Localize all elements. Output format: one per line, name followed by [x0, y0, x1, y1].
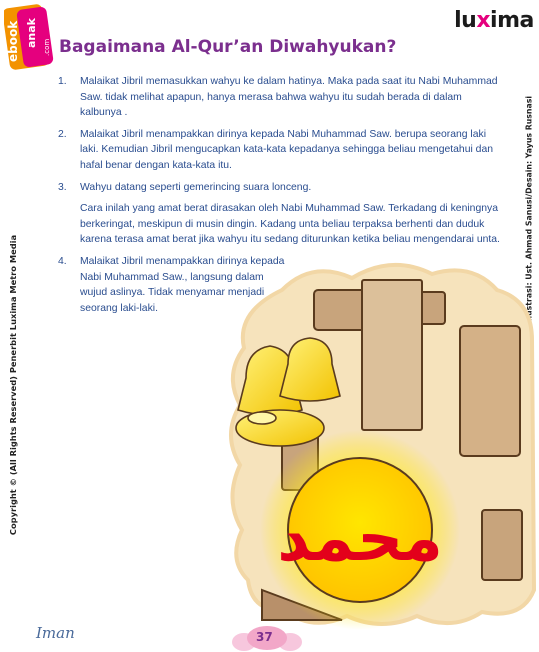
page-number: 37 — [256, 630, 273, 644]
page-title: Bagaimana Al-Qur’an Diwahyukan? — [59, 37, 397, 57]
content-list — [58, 74, 503, 322]
item-number: 4. — [58, 255, 67, 267]
item-paragraph: Cara inilah yang amat berat dirasakan oleh Nabi Muhammad Saw. Terkadang di keningnya berkeringat, meskipun di musin dingin. Kadang unta beliau terpaksa berhenti dan duduk karena terasa amat berat jika wahyu itu sedang diturunkan ketika beliau mengendarai unta. — [80, 203, 500, 246]
list-item — [58, 180, 503, 196]
item-number: 2. — [58, 128, 67, 140]
item-text: Malaikat Jibril menampakkan dirinya kepada Nabi Muhammad Saw. berupa seorang laki laki. Kemudian Jibril mengucapkan kata-kata kepadanya sehingga beliau mengetahui dan hafal benar dengan kata-kata itu. — [80, 128, 494, 171]
ebookanak-logo — [4, 4, 58, 72]
svg-text:ebook: ebook — [6, 20, 20, 62]
luxima-logo: lu x ima — [454, 7, 534, 33]
svg-text:anak: anak — [25, 18, 38, 48]
list-item — [58, 74, 503, 121]
copyright-text: Copyright © (All Rights Reserved) Penerbit Luxima Metro Media — [8, 234, 18, 536]
copyright-sidebar — [6, 210, 20, 560]
item-number: 1. — [58, 76, 67, 87]
calligraphy-text: محمد — [277, 502, 443, 576]
list-item — [58, 127, 503, 174]
item-number: 3. — [58, 181, 67, 193]
footer-brand: Iman — [36, 624, 75, 642]
item-text: Wahyu datang seperti gemerincing suara lonceng. — [80, 181, 312, 193]
svg-text:.com: .com — [43, 38, 51, 56]
item-text: Malaikat Jibril menampakkan dirinya kepada Nabi Muhammad Saw., langsung dalam wujud aslinya. Tidak menyamar menjadi seorang laki-laki. — [80, 255, 285, 314]
list-item — [58, 254, 503, 316]
item-text: Malaikat Jibril memasukkan wahyu ke dalam hatinya. Maka pada saat itu Nabi Muhammad Saw. tidak melihat apapun, hanya merasa bahwa wahyu itu sudah berada di dalam kalbunya . — [80, 76, 498, 119]
